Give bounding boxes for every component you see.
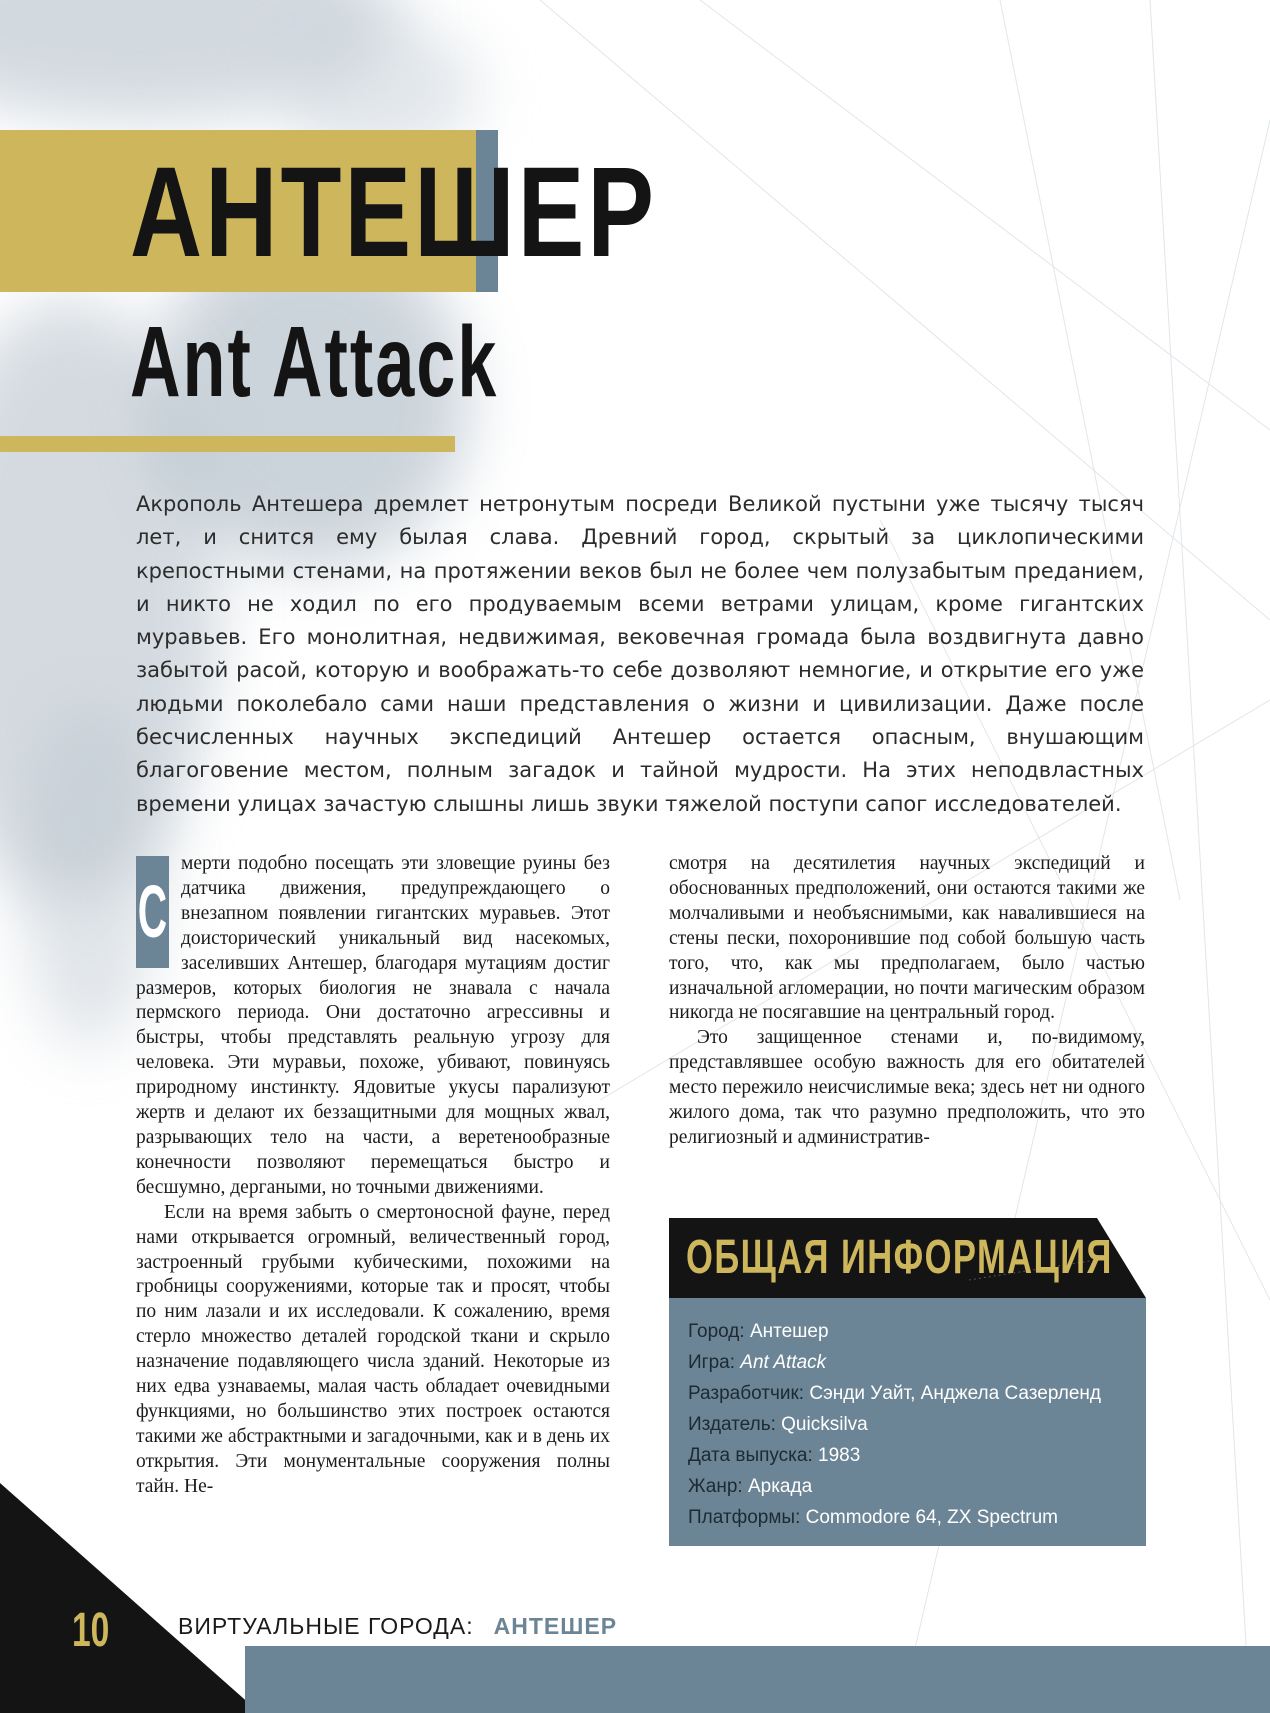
info-row-developer: [688, 1378, 1138, 1409]
drop-cap-letter: С: [137, 869, 168, 953]
page-title-russian: АНТЕШЕР: [130, 141, 658, 284]
info-value: Антешер: [749, 1321, 829, 1342]
info-row-game: [688, 1347, 1138, 1378]
title-underline: [0, 436, 455, 452]
drop-cap: [136, 856, 169, 968]
info-row-publisher: [688, 1409, 1138, 1440]
body-paragraph: Это защищенное стенами и, по-видимому, представлявшее особую важность для его обитателей место пережило неисчислимые века; здесь нет ни одного жилого дома, так что разумно предположить, что это религиозный и административ-: [669, 1027, 1145, 1148]
info-row-city: [688, 1316, 1138, 1347]
body-paragraph: смотря на десятилетия научных экспедиций и обоснованных предположений, они остаются такими же молчаливыми и необъяснимыми, как навалившиеся на стены пески, похоронившие под собой большую часть того, что, как мы предполагаем, было частью изначальной агломерации, но почти магическим образом никогда не посягавшие на центральный город.: [669, 853, 1145, 1024]
running-footer: [178, 1612, 617, 1640]
info-label: Жанр:: [688, 1476, 743, 1497]
info-list: [688, 1316, 1138, 1533]
page-title-english: Ant Attack: [130, 306, 499, 418]
info-value: Commodore 64, ZX Spectrum: [805, 1507, 1059, 1528]
right-column: [669, 852, 1145, 1151]
info-label: Игра:: [688, 1352, 735, 1373]
info-box-title: ОБЩАЯ ИНФОРМАЦИЯ: [686, 1231, 1113, 1284]
info-label: Платформы:: [688, 1507, 801, 1528]
book-title: ВИРТУАЛЬНЫЕ ГОРОДА:: [178, 1613, 474, 1639]
info-value: 1983: [818, 1445, 861, 1466]
body-paragraph: [136, 852, 610, 1201]
body-paragraph: Если на время забыть о смертоносной фауне, перед нами открывается огромный, величественный город, застроенный грубыми кубическими, похожими на гробницы сооружениями, которые так и просят, чтобы по ним лазали и их исследовали. К сожалению, время стерло множество деталей городской ткани и скрыло назначение подавляющего числа зданий. Некоторые из них едва узнаваемы, малая часть обладает очевидными функциями, но большинство этих построек остаются такими же абстрактными и загадочными, как и в день их открытия. Эти монументальные сооружения полны тайн. Не-: [136, 1201, 610, 1497]
page-number: 10: [72, 1604, 110, 1657]
intro-text: Акрополь Антешера дремлет нетронутым посреди Великой пустыни уже тысячу тысяч лет, и снится ему былая слава. Древний город, скрытый за циклопическими крепостными стенами, на протяжении веков был не более чем полузабытым преданием, и никто не ходил по его продуваемым всеми ветрами улицам, кроме гигантских муравьев. Его монолитная, недвижимая, вековечная громада была воздвигнута давно забытой расой, которую и воображать-то себе дозволяют немногие, и открытие его уже людьми поколебало сами наши представления о жизни и цивилизации. Даже после бесчисленных научных экспедиций Антешер остается опасным, внушающим благоговение местом, полным загадок и тайной мудрости. На этих неподвластных времени улицах зачастую слышны лишь звуки тяжелой поступи сапог исследователей.: [136, 492, 1144, 816]
footer-bar: [245, 1646, 1270, 1713]
chapter-title: АНТЕШЕР: [493, 1613, 618, 1639]
info-label: Город:: [688, 1321, 745, 1342]
info-row-release-date: [688, 1440, 1138, 1471]
footer-corner-triangle: [0, 1483, 260, 1713]
body-text: мерти подобно посещать эти зловещие руины без датчика движения, предупреждающего о внезапном появлении гигантских муравьев. Этот доисторический уникальный вид насекомых, заселивших Антешер, благодаря мутациям достиг размеров, которых биология не знавала с начала пермского периода. Они достаточно агрессивны и быстры, чтобы представлять реальную угрозу для человека. Эти муравьи, похоже, убивают, повинуясь природному инстинкту. Ядовитые укусы парализуют жертв и делают их беззащитными для мощных жвал, разрывающих тело на части, а веретенообразные конечности позволяют перемещаться быстро и бесшумно, дергаными, но точными движениями.: [136, 853, 610, 1198]
info-value: Quicksilva: [781, 1414, 868, 1435]
intro-paragraph: [136, 488, 1144, 821]
info-value: Ant Attack: [740, 1352, 827, 1373]
info-label: Издатель:: [688, 1414, 776, 1435]
info-label: Разработчик:: [688, 1383, 805, 1404]
left-column: [136, 852, 610, 1500]
info-row-platforms: [688, 1502, 1138, 1533]
info-value: Сэнди Уайт, Анджела Сазерленд: [809, 1383, 1101, 1404]
info-value: Аркада: [747, 1476, 813, 1497]
info-label: Дата выпуска:: [688, 1445, 813, 1466]
info-row-genre: [688, 1471, 1138, 1502]
